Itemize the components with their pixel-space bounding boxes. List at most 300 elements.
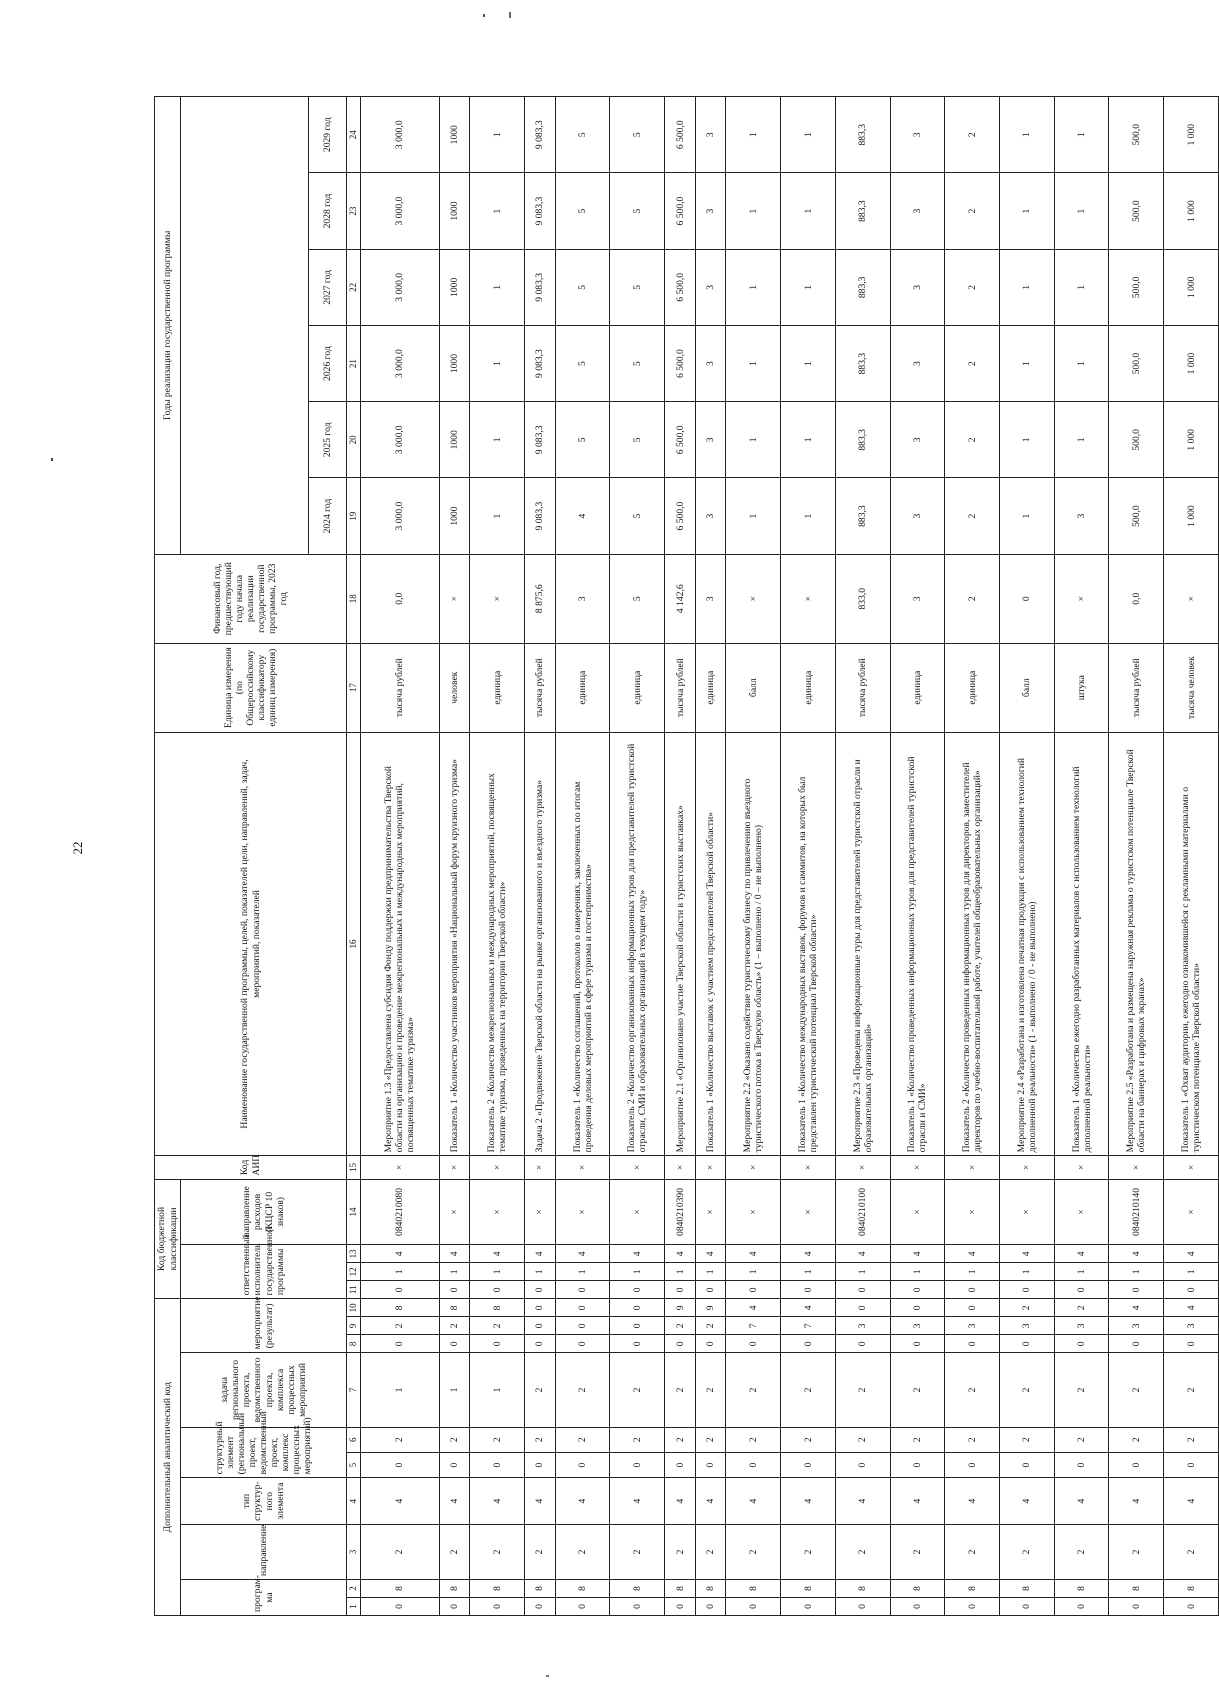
base-year-cell: 4 142,6 xyxy=(665,554,696,643)
year-value-cell: 5 xyxy=(610,173,665,249)
code-cell: 0 xyxy=(890,1598,945,1616)
code-cell: 0 xyxy=(1054,1281,1109,1299)
code-cell: 0 xyxy=(525,1335,556,1353)
column-number: 11 xyxy=(347,1281,361,1299)
code-cell: 8 xyxy=(525,1580,556,1598)
name-cell: Показатель 1 «Охват аудитории, ежегодно ознакомившейся с рекламными материалами о туристическом потенциале Тверской области» xyxy=(1164,732,1219,1156)
base-year-cell: × xyxy=(726,554,781,643)
header-years: Годы реализации государственной программы xyxy=(155,97,181,555)
base-year-cell: 3 xyxy=(890,554,945,643)
rotated-table-stage xyxy=(154,96,1219,1616)
unit-cell: единица xyxy=(555,643,610,732)
code-cell: 1 xyxy=(781,1263,836,1281)
unit-cell: тысяча рублей xyxy=(525,643,556,732)
base-year-cell: 833,0 xyxy=(835,554,890,643)
code-cell: 0 xyxy=(525,1452,556,1477)
code-cell: 0 xyxy=(1109,1335,1164,1353)
column-number: 5 xyxy=(347,1452,361,1477)
column-number: 2 xyxy=(347,1580,361,1598)
table-row xyxy=(1054,97,1109,1616)
year-value-cell: 1 xyxy=(470,478,525,554)
year-value-cell: 5 xyxy=(610,249,665,325)
header-year-2024: 2024 год xyxy=(309,478,347,554)
year-value-cell: 500,0 xyxy=(1109,402,1164,478)
year-value-cell: 2 xyxy=(945,402,1000,478)
table-row xyxy=(361,97,440,1616)
code-cell: 0 xyxy=(555,1452,610,1477)
year-value-cell: 883,3 xyxy=(835,249,890,325)
year-value-cell: 5 xyxy=(555,97,610,173)
year-value-cell: 1 xyxy=(1000,478,1055,554)
code-cell: 4 xyxy=(439,1245,470,1263)
code-cell: 0 xyxy=(555,1317,610,1335)
year-value-cell: 1 xyxy=(470,173,525,249)
code-cell: 2 xyxy=(1109,1524,1164,1579)
header-aip-code: Код АИП xyxy=(155,1156,347,1179)
kcsr-cell: × xyxy=(890,1179,945,1245)
year-value-cell: 1 xyxy=(1054,325,1109,401)
code-cell: 0 xyxy=(361,1335,440,1353)
code-cell: 2 xyxy=(555,1353,610,1427)
table-row xyxy=(890,97,945,1616)
kcsr-cell: 0840210080 xyxy=(361,1179,440,1245)
code-cell: 4 xyxy=(665,1245,696,1263)
code-cell: 8 xyxy=(470,1299,525,1317)
code-cell: 4 xyxy=(1109,1245,1164,1263)
name-cell: Показатель 1 «Количество международных выставок, форумов и саммитов, на которых был представлен туристический потенциал Тверской области» xyxy=(781,732,836,1156)
code-cell: 0 xyxy=(945,1452,1000,1477)
unit-cell: единица xyxy=(890,643,945,732)
code-cell: 2 xyxy=(1000,1353,1055,1427)
year-value-cell: 5 xyxy=(610,97,665,173)
code-cell: 2 xyxy=(1054,1427,1109,1452)
year-value-cell: 500,0 xyxy=(1109,97,1164,173)
code-cell: 4 xyxy=(361,1245,440,1263)
year-value-cell: 3 xyxy=(890,478,945,554)
table-row xyxy=(555,97,610,1616)
year-value-cell: 883,3 xyxy=(835,402,890,478)
unit-cell: тысяча человек xyxy=(1164,643,1219,732)
name-cell: Мероприятие 2.1 «Организовано участие Тверской области в туристских выставках» xyxy=(665,732,696,1156)
aip-cell: × xyxy=(781,1156,836,1179)
aip-cell: × xyxy=(525,1156,556,1179)
kcsr-cell: 0840210140 xyxy=(1109,1179,1164,1245)
aip-cell: × xyxy=(361,1156,440,1179)
code-cell: 0 xyxy=(835,1452,890,1477)
column-number: 14 xyxy=(347,1179,361,1245)
year-value-cell: 3 xyxy=(695,249,726,325)
code-cell: 0 xyxy=(1164,1335,1219,1353)
code-cell: 0 xyxy=(610,1299,665,1317)
code-cell: 4 xyxy=(695,1245,726,1263)
year-value-cell: 1 xyxy=(470,97,525,173)
aip-cell: × xyxy=(1000,1156,1055,1179)
year-value-cell: 1 xyxy=(1054,249,1109,325)
year-value-cell: 1 xyxy=(1000,325,1055,401)
code-cell: 0 xyxy=(555,1335,610,1353)
year-value-cell: 3 xyxy=(890,249,945,325)
code-cell: 0 xyxy=(890,1335,945,1353)
year-value-cell: 500,0 xyxy=(1109,173,1164,249)
unit-cell: балл xyxy=(726,643,781,732)
code-cell: 2 xyxy=(665,1353,696,1427)
code-cell: 9 xyxy=(665,1299,696,1317)
name-cell: Показатель 1 «Количество проведенных информационных туров для представителей туристской отрасли и СМИ» xyxy=(890,732,945,1156)
code-cell: 4 xyxy=(1164,1478,1219,1525)
base-year-cell: 8 875,6 xyxy=(525,554,556,643)
name-cell: Показатель 1 «Количество выставок с участием представителей Тверской области» xyxy=(695,732,726,1156)
base-year-cell: 0,0 xyxy=(1109,554,1164,643)
header-name: Наименование государственной программы, целей, показателей цели, направлений, задач, мероприятий, показателей xyxy=(155,732,347,1156)
year-value-cell: 500,0 xyxy=(1109,325,1164,401)
code-cell: 3 xyxy=(1054,1317,1109,1335)
code-cell: 0 xyxy=(665,1335,696,1353)
base-year-cell: 5 xyxy=(610,554,665,643)
code-cell: 2 xyxy=(665,1524,696,1579)
code-cell: 4 xyxy=(610,1245,665,1263)
column-number: 17 xyxy=(347,643,361,732)
code-cell: 8 xyxy=(555,1580,610,1598)
code-cell: 0 xyxy=(890,1281,945,1299)
code-cell: 3 xyxy=(890,1317,945,1335)
code-cell: 7 xyxy=(726,1317,781,1335)
code-cell: 4 xyxy=(525,1478,556,1525)
code-cell: 4 xyxy=(665,1478,696,1525)
header-year-2029: 2029 год xyxy=(309,97,347,173)
code-cell: 1 xyxy=(945,1263,1000,1281)
code-cell: 2 xyxy=(610,1427,665,1452)
column-number: 9 xyxy=(347,1317,361,1335)
code-cell: 8 xyxy=(610,1580,665,1598)
header-unit: Единица измерения (по Общероссийскому классификатору единиц измерения) xyxy=(155,643,347,732)
code-cell: 2 xyxy=(1109,1427,1164,1452)
code-cell: 2 xyxy=(835,1427,890,1452)
code-cell: 8 xyxy=(1000,1580,1055,1598)
code-cell: 4 xyxy=(890,1478,945,1525)
code-cell: 0 xyxy=(695,1452,726,1477)
code-cell: 0 xyxy=(439,1598,470,1616)
code-cell: 0 xyxy=(470,1598,525,1616)
code-cell: 2 xyxy=(470,1427,525,1452)
code-cell: 4 xyxy=(361,1478,440,1525)
code-cell: 2 xyxy=(890,1427,945,1452)
table-row xyxy=(1000,97,1055,1616)
year-value-cell: 3 xyxy=(695,97,726,173)
code-cell: 2 xyxy=(695,1317,726,1335)
year-value-cell: 5 xyxy=(610,325,665,401)
table-row xyxy=(695,97,726,1616)
code-cell: 0 xyxy=(555,1598,610,1616)
aip-cell: × xyxy=(945,1156,1000,1179)
code-cell: 0 xyxy=(361,1281,440,1299)
code-cell: 2 xyxy=(781,1353,836,1427)
year-value-cell: 3 000,0 xyxy=(361,97,440,173)
year-value-cell: 3 xyxy=(890,402,945,478)
year-value-cell: 9 083,3 xyxy=(525,173,556,249)
kcsr-cell: 0840210100 xyxy=(835,1179,890,1245)
unit-cell: тысяча рублей xyxy=(665,643,696,732)
year-value-cell: 4 xyxy=(555,478,610,554)
code-cell: 0 xyxy=(1109,1598,1164,1616)
code-cell: 4 xyxy=(555,1245,610,1263)
column-number: 19 xyxy=(347,478,361,554)
unit-cell: тысяча рублей xyxy=(1109,643,1164,732)
year-value-cell: 1 xyxy=(1000,97,1055,173)
column-number: 6 xyxy=(347,1427,361,1452)
name-cell: Мероприятие 2.5 «Разработана и размещена наружная реклама о туристском потенциале Тверской области на баннерах и цифровых экранах» xyxy=(1109,732,1164,1156)
code-cell: 4 xyxy=(890,1245,945,1263)
code-cell: 0 xyxy=(525,1299,556,1317)
code-cell: 4 xyxy=(726,1299,781,1317)
year-value-cell: 1 xyxy=(470,402,525,478)
header-executor: ответственный исполнитель государственной программы xyxy=(181,1245,347,1299)
aip-cell: × xyxy=(610,1156,665,1179)
code-cell: 0 xyxy=(945,1281,1000,1299)
column-number: 8 xyxy=(347,1335,361,1353)
code-cell: 2 xyxy=(1164,1353,1219,1427)
code-cell: 1 xyxy=(470,1263,525,1281)
code-cell: 0 xyxy=(610,1452,665,1477)
table-row xyxy=(835,97,890,1616)
code-cell: 2 xyxy=(470,1524,525,1579)
table-row xyxy=(1164,97,1219,1616)
code-cell: 2 xyxy=(1000,1299,1055,1317)
year-value-cell: 3 xyxy=(890,325,945,401)
code-cell: 2 xyxy=(439,1317,470,1335)
code-cell: 0 xyxy=(781,1335,836,1353)
year-value-cell: 6 500,0 xyxy=(665,478,696,554)
header-expense: направление расходов (КЦСР 10 знаков) xyxy=(181,1179,347,1245)
year-value-cell: 5 xyxy=(555,402,610,478)
year-value-cell: 1 xyxy=(781,325,836,401)
table-row xyxy=(439,97,470,1616)
code-cell: 2 xyxy=(1000,1427,1055,1452)
year-value-cell: 3 xyxy=(695,173,726,249)
code-cell: 2 xyxy=(1109,1353,1164,1427)
code-cell: 0 xyxy=(890,1452,945,1477)
column-number: 1 xyxy=(347,1598,361,1616)
code-cell: 0 xyxy=(470,1335,525,1353)
code-cell: 0 xyxy=(1000,1281,1055,1299)
year-value-cell: 3 xyxy=(695,478,726,554)
table-row xyxy=(726,97,781,1616)
code-cell: 8 xyxy=(781,1580,836,1598)
table-row xyxy=(781,97,836,1616)
year-value-cell: 3 000,0 xyxy=(361,402,440,478)
code-cell: 4 xyxy=(695,1478,726,1525)
year-value-cell: 6 500,0 xyxy=(665,325,696,401)
year-value-cell: 9 083,3 xyxy=(525,325,556,401)
code-cell: 0 xyxy=(610,1335,665,1353)
column-number: 24 xyxy=(347,97,361,173)
code-cell: 0 xyxy=(361,1452,440,1477)
header-year-2026: 2026 год xyxy=(309,325,347,401)
code-cell: 0 xyxy=(695,1335,726,1353)
code-cell: 2 xyxy=(525,1353,556,1427)
name-cell: Показатель 1 «Количество соглашений, протоколов о намерениях, заключенных по итогам проведения деловых мероприятий в сфере туризма и гостеприимства» xyxy=(555,732,610,1156)
code-cell: 4 xyxy=(439,1478,470,1525)
code-cell: 3 xyxy=(945,1317,1000,1335)
code-cell: 8 xyxy=(361,1299,440,1317)
code-cell: 8 xyxy=(439,1299,470,1317)
code-cell: 0 xyxy=(555,1299,610,1317)
code-cell: 4 xyxy=(781,1245,836,1263)
code-cell: 0 xyxy=(945,1335,1000,1353)
year-value-cell: 9 083,3 xyxy=(525,249,556,325)
year-value-cell: 1 000 xyxy=(1164,249,1219,325)
code-cell: 1 xyxy=(1000,1263,1055,1281)
year-value-cell: 1 xyxy=(726,402,781,478)
code-cell: 4 xyxy=(525,1245,556,1263)
code-cell: 2 xyxy=(726,1427,781,1452)
code-cell: 1 xyxy=(470,1353,525,1427)
kcsr-cell: × xyxy=(695,1179,726,1245)
year-value-cell: 2 xyxy=(945,249,1000,325)
name-cell: Мероприятие 2.3 «Проведены информационные туры для представителей туристской отрасли и образовательных организаций» xyxy=(835,732,890,1156)
code-cell: 2 xyxy=(470,1317,525,1335)
header-elem-type: тип структур-ного элемента xyxy=(181,1478,347,1525)
kcsr-cell: × xyxy=(470,1179,525,1245)
program-table xyxy=(154,96,1219,1616)
code-cell: 4 xyxy=(945,1245,1000,1263)
code-cell: 4 xyxy=(781,1299,836,1317)
code-cell: 2 xyxy=(665,1427,696,1452)
code-cell: 8 xyxy=(1054,1580,1109,1598)
code-cell: 1 xyxy=(439,1263,470,1281)
kcsr-cell: × xyxy=(555,1179,610,1245)
code-cell: 2 xyxy=(781,1524,836,1579)
header-direction: направление xyxy=(181,1524,347,1579)
code-cell: 1 xyxy=(695,1263,726,1281)
column-number: 4 xyxy=(347,1478,361,1525)
code-cell: 4 xyxy=(1054,1245,1109,1263)
base-year-cell: 0,0 xyxy=(361,554,440,643)
code-cell: 4 xyxy=(1109,1299,1164,1317)
code-cell: 3 xyxy=(1000,1317,1055,1335)
year-value-cell: 1 xyxy=(781,173,836,249)
aip-cell: × xyxy=(1109,1156,1164,1179)
code-cell: 1 xyxy=(525,1263,556,1281)
year-value-cell: 1 xyxy=(726,173,781,249)
code-cell: 1 xyxy=(361,1353,440,1427)
code-cell: 2 xyxy=(1054,1353,1109,1427)
column-number: 16 xyxy=(347,732,361,1156)
code-cell: 0 xyxy=(525,1281,556,1299)
year-value-cell: 883,3 xyxy=(835,478,890,554)
code-cell: 4 xyxy=(1164,1299,1219,1317)
code-cell: 4 xyxy=(835,1245,890,1263)
year-value-cell: 1 xyxy=(781,97,836,173)
code-cell: 0 xyxy=(470,1281,525,1299)
unit-cell: балл xyxy=(1000,643,1055,732)
unit-cell: единица xyxy=(945,643,1000,732)
year-value-cell: 3 000,0 xyxy=(361,478,440,554)
name-cell: Мероприятие 2.2 «Оказано содействие туристическому бизнесу по привлечению въездного туристического потока в Тверскую область» (1 – выполнено / 0 – не выполнено) xyxy=(726,732,781,1156)
code-cell: 2 xyxy=(1000,1524,1055,1579)
code-cell: 2 xyxy=(726,1353,781,1427)
year-value-cell: 1 xyxy=(470,249,525,325)
year-value-cell: 6 500,0 xyxy=(665,97,696,173)
code-cell: 1 xyxy=(726,1263,781,1281)
year-value-cell: 1 xyxy=(1000,249,1055,325)
year-value-cell: 5 xyxy=(610,478,665,554)
header-additional-code: Дополнительный аналитический код xyxy=(155,1299,181,1616)
year-value-cell: 9 083,3 xyxy=(525,478,556,554)
year-value-cell: 1 xyxy=(781,249,836,325)
header-struct-elem: структурный элемент (региональный проект, ведомственный проект, комплекс процессных мероприятий) xyxy=(181,1427,347,1478)
code-cell: 0 xyxy=(1164,1281,1219,1299)
table-row xyxy=(525,97,556,1616)
code-cell: 1 xyxy=(439,1353,470,1427)
base-year-cell: × xyxy=(439,554,470,643)
year-value-cell: 1 000 xyxy=(1164,402,1219,478)
column-number: 21 xyxy=(347,325,361,401)
code-cell: 2 xyxy=(781,1427,836,1452)
column-number: 18 xyxy=(347,554,361,643)
header-task: задача регионального проекта, ведомственного проекта, комплекса процессных мероприятий xyxy=(181,1353,347,1427)
kcsr-cell: 0840210390 xyxy=(665,1179,696,1245)
header-year-2028: 2028 год xyxy=(309,173,347,249)
base-year-cell: × xyxy=(470,554,525,643)
kcsr-cell: × xyxy=(1000,1179,1055,1245)
code-cell: 2 xyxy=(610,1524,665,1579)
code-cell: 8 xyxy=(439,1580,470,1598)
code-cell: 1 xyxy=(610,1263,665,1281)
column-number: 22 xyxy=(347,249,361,325)
code-cell: 0 xyxy=(525,1598,556,1616)
column-number: 23 xyxy=(347,173,361,249)
aip-cell: × xyxy=(726,1156,781,1179)
code-cell: 0 xyxy=(835,1598,890,1616)
code-cell: 0 xyxy=(1109,1452,1164,1477)
code-cell: 2 xyxy=(439,1524,470,1579)
code-cell: 2 xyxy=(695,1427,726,1452)
aip-cell: × xyxy=(555,1156,610,1179)
code-cell: 0 xyxy=(835,1281,890,1299)
code-cell: 2 xyxy=(945,1427,1000,1452)
year-value-cell: 883,3 xyxy=(835,325,890,401)
code-cell: 2 xyxy=(665,1317,696,1335)
code-cell: 8 xyxy=(1109,1580,1164,1598)
code-cell: 2 xyxy=(1054,1524,1109,1579)
aip-cell: × xyxy=(890,1156,945,1179)
code-cell: 0 xyxy=(1000,1452,1055,1477)
aip-cell: × xyxy=(695,1156,726,1179)
code-cell: 0 xyxy=(439,1281,470,1299)
name-cell: Показатель 1 «Количество участников мероприятия «Национальный форум круизного туризма» xyxy=(439,732,470,1156)
code-cell: 2 xyxy=(726,1524,781,1579)
code-cell: 1 xyxy=(890,1263,945,1281)
code-cell: 8 xyxy=(695,1580,726,1598)
code-cell: 4 xyxy=(470,1478,525,1525)
code-cell: 4 xyxy=(1054,1478,1109,1525)
base-year-cell: × xyxy=(1164,554,1219,643)
code-cell: 2 xyxy=(945,1524,1000,1579)
aip-cell: × xyxy=(1054,1156,1109,1179)
code-cell: 0 xyxy=(781,1281,836,1299)
year-value-cell: 9 083,3 xyxy=(525,97,556,173)
code-cell: 0 xyxy=(1054,1598,1109,1616)
header-budget-code: Код бюджетной классификации xyxy=(155,1179,181,1299)
year-value-cell: 1 xyxy=(1054,402,1109,478)
header-program: програм-ма xyxy=(181,1580,347,1616)
code-cell: 0 xyxy=(470,1452,525,1477)
year-value-cell: 1000 xyxy=(439,97,470,173)
code-cell: 4 xyxy=(945,1478,1000,1525)
name-cell: Показатель 2 «Количество организованных информационных туров для представителей туристской отрасли, СМИ и образовательных организаций в текущем году» xyxy=(610,732,665,1156)
year-value-cell: 1 xyxy=(1000,402,1055,478)
code-cell: 0 xyxy=(781,1452,836,1477)
